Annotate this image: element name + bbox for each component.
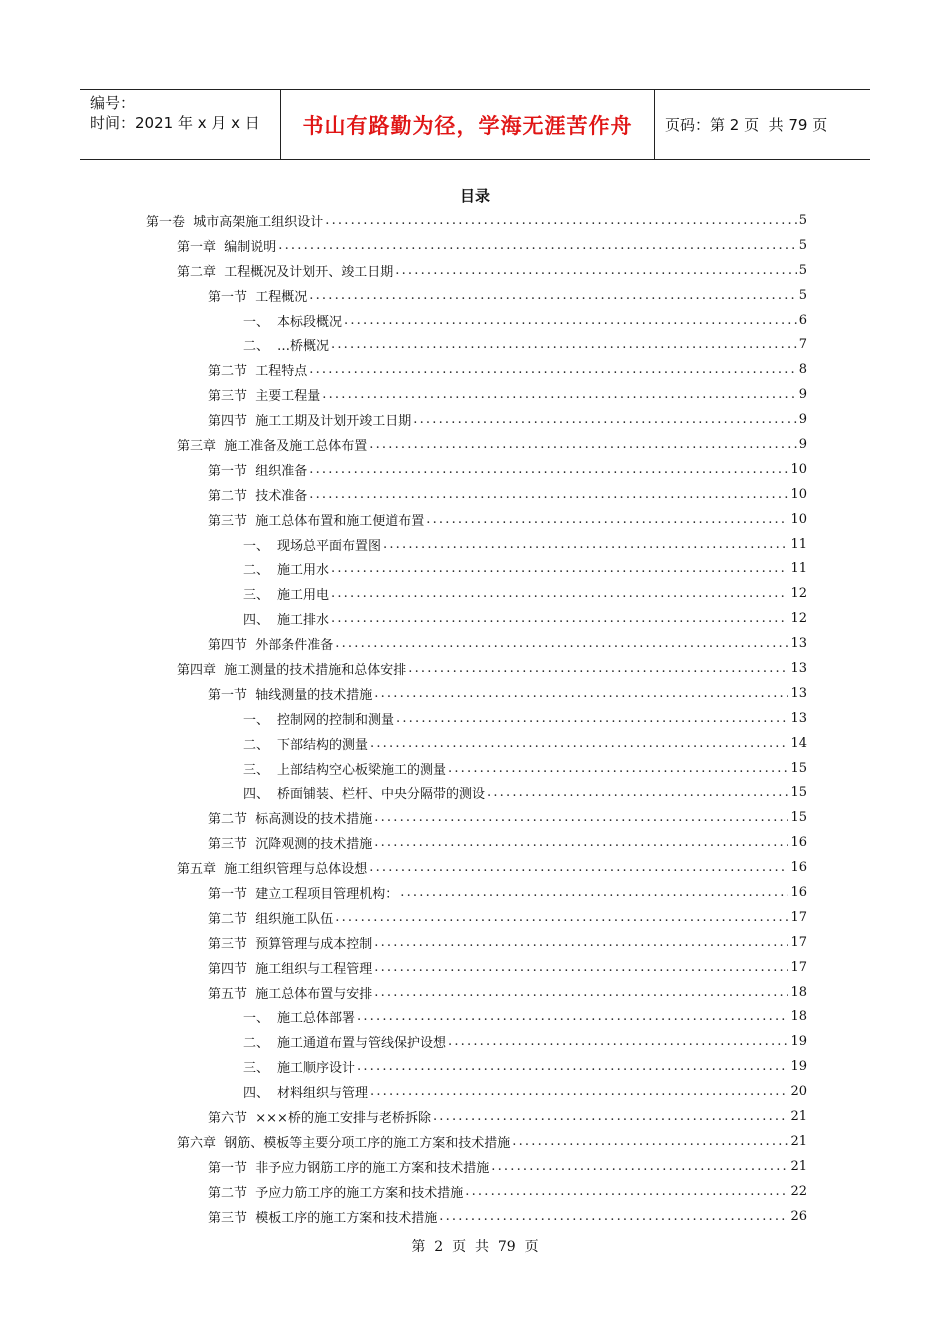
toc-entry-page: 13 [790,685,807,701]
toc-entry-label: 第二节 予应力筋工序的施工方案和技术措施 [208,1185,464,1201]
toc-entry[interactable] [0,731,950,756]
document-date: 时间：2021 年 x 月 x 日 [90,114,260,132]
toc-entry[interactable] [0,930,950,955]
toc-dot-leader [487,785,788,800]
toc-entry-label: 第三节 预算管理与成本控制 [208,936,373,952]
toc-entry-label: 第二节 组织施工队伍 [208,911,334,927]
toc-entry-number: 一、 [243,314,270,330]
toc-entry-label: 第五章 施工组织管理与总体设想 [177,862,368,878]
toc-dot-leader [426,512,788,527]
toc-entry-label: 第一章 编制说明 [177,239,277,255]
toc-entry-page: 22 [790,1183,807,1199]
toc-dot-leader [374,935,788,950]
toc-entry[interactable] [0,1054,950,1079]
toc-entry[interactable] [0,805,950,830]
toc-entry-label: 控制网的控制和测量 [277,712,395,728]
toc-entry[interactable] [0,1154,950,1179]
toc-entry-page: 13 [790,660,807,676]
header-page-info [655,90,870,159]
toc-entry-label: 第一节 非予应力钢筋工序的施工方案和技术措施 [208,1160,490,1176]
toc-dot-leader [448,1034,788,1049]
toc-entry-page: 19 [790,1034,807,1050]
toc-dot-leader [396,711,788,726]
toc-entry-page: 15 [790,810,807,826]
toc-entry-page: 18 [790,984,807,1000]
header-meta [80,90,281,159]
toc-entry[interactable] [0,780,950,805]
toc-entry[interactable] [0,233,950,258]
toc-entry-number: 四、 [243,787,270,803]
toc-entry-label: 第五节 施工总体布置与安排 [208,986,373,1002]
toc-entry-number: 三、 [243,588,270,604]
toc-entry[interactable] [0,1179,950,1204]
toc-entry[interactable] [0,631,950,656]
toc-dot-leader [370,1084,788,1099]
toc-entry-label: 第四章 施工测量的技术措施和总体安排 [177,662,407,678]
toc-entry[interactable] [0,855,950,880]
toc-entry-label: 施工用电 [277,588,330,604]
toc-entry-label: 第一节 建立工程项目管理机构： [208,886,399,902]
toc-entry-label: 施工用水 [277,563,330,579]
toc-entry[interactable] [0,507,950,532]
toc-entry-label: 第三节 模板工序的施工方案和技术措施 [208,1210,438,1226]
toc-entry-number: 二、 [243,339,270,355]
toc-entry[interactable] [0,332,950,357]
toc-entry[interactable] [0,1129,950,1154]
toc-entry-page: 14 [790,735,807,751]
toc-entry-page: 13 [790,710,807,726]
table-of-contents [0,208,950,1229]
toc-entry-label: …桥概况 [277,339,330,355]
toc-entry-label: 第一卷 城市高架施工组织设计 [146,214,324,230]
toc-entry-page: 18 [790,1009,807,1025]
toc-entry-page: 5 [798,212,807,228]
toc-entry-label: 第一节 工程概况 [208,289,308,305]
toc-entry-page: 9 [798,436,807,452]
toc-entry-label: 第二节 标高测设的技术措施 [208,812,373,828]
toc-entry-page: 17 [790,909,807,925]
toc-dot-leader [374,835,788,850]
toc-entry[interactable] [0,308,950,333]
toc-entry[interactable] [0,905,950,930]
toc-entry[interactable] [0,357,950,382]
toc-entry[interactable] [0,1104,950,1129]
toc-entry-label: 施工通道布置与管线保护设想 [277,1036,447,1052]
toc-entry-page: 16 [790,884,807,900]
toc-dot-leader [383,537,788,552]
toc-entry-label: 下部结构的测量 [277,737,369,753]
toc-entry-number: 三、 [243,1061,270,1077]
toc-dot-leader [369,437,796,452]
toc-entry-label: 第四节 外部条件准备 [208,638,334,654]
toc-entry-label: 第四节 施工工期及计划开竣工日期 [208,414,412,430]
toc-entry[interactable] [0,1079,950,1104]
toc-entry-label: 第六节 ×××桥的施工安排与老桥拆除 [208,1111,431,1126]
toc-entry-page: 6 [798,312,807,328]
toc-entry[interactable] [0,880,950,905]
toc-entry-number: 一、 [243,538,270,554]
toc-dot-leader [309,462,788,477]
toc-entry-label: 第三节 施工总体布置和施工便道布置 [208,513,425,529]
toc-title: 目录 [459,187,490,205]
toc-dot-leader [335,636,788,651]
toc-entry-page: 17 [790,959,807,975]
toc-dot-leader [335,910,788,925]
toc-entry[interactable] [0,656,950,681]
toc-entry-label: 第二节 工程特点 [208,364,308,380]
toc-entry-number: 四、 [243,1086,270,1102]
toc-entry-page: 16 [790,860,807,876]
toc-entry-page: 13 [790,636,807,652]
toc-entry-page: 10 [790,511,807,527]
toc-entry-label: 第二章 工程概况及计划开、竣工日期 [177,264,394,280]
toc-entry-label: 第六章 钢筋、模板等主要分项工序的施工方案和技术措施 [177,1135,511,1151]
toc-entry[interactable] [0,955,950,980]
toc-entry[interactable] [0,407,950,432]
toc-dot-leader [465,1184,788,1199]
toc-dot-leader [309,362,796,377]
toc-entry-page: 21 [790,1109,807,1124]
toc-entry-label: 现场总平面布置图 [277,538,382,554]
toc-dot-leader [344,313,797,328]
toc-entry[interactable] [0,482,950,507]
toc-entry-page: 5 [798,237,807,253]
toc-entry[interactable] [0,382,950,407]
toc-entry-page: 10 [790,486,807,502]
toc-entry[interactable] [0,208,950,233]
toc-entry-page: 9 [798,387,807,403]
toc-entry-page: 15 [790,760,807,776]
toc-entry-page: 20 [790,1084,807,1100]
toc-dot-leader [395,263,796,278]
toc-dot-leader [374,985,788,1000]
toc-entry-number: 四、 [243,613,270,629]
toc-dot-leader [309,288,796,303]
toc-dot-leader [278,238,796,253]
toc-entry-label: 施工排水 [277,613,330,629]
toc-entry-page: 12 [790,586,807,602]
toc-entry[interactable] [0,980,950,1005]
toc-dot-leader [309,487,788,502]
toc-entry-page: 9 [798,412,807,428]
toc-entry-number: 三、 [243,762,270,778]
toc-entry[interactable] [0,283,950,308]
toc-dot-leader [408,661,788,676]
toc-dot-leader [331,586,788,601]
toc-entry[interactable] [0,532,950,557]
toc-entry-page: 26 [790,1208,807,1224]
toc-entry-page: 17 [790,934,807,950]
toc-dot-leader [331,337,797,352]
toc-entry[interactable] [0,258,950,283]
page-header [80,89,870,160]
toc-entry-page: 11 [790,561,807,577]
toc-dot-leader [512,1134,788,1149]
toc-entry-number: 二、 [243,1036,270,1052]
toc-dot-leader [369,860,788,875]
toc-entry-page: 7 [798,337,807,353]
toc-dot-leader [491,1159,788,1174]
toc-entry[interactable] [0,830,950,855]
header-motto: 书山有路勤为径，学海无涯苦作舟 [281,90,655,159]
toc-entry-number: 二、 [243,563,270,579]
toc-dot-leader [448,761,788,776]
toc-dot-leader [322,387,796,402]
toc-entry-label: 第一节 轴线测量的技术措施 [208,687,373,703]
toc-entry-label: 材料组织与管理 [277,1086,369,1102]
toc-dot-leader [439,1209,788,1224]
toc-entry-page: 16 [790,835,807,851]
toc-entry-page: 8 [798,362,807,378]
toc-entry-page: 10 [790,461,807,477]
toc-entry-label: 第三节 主要工程量 [208,389,321,405]
toc-entry-label: 第一节 组织准备 [208,463,308,479]
toc-entry-label: 本标段概况 [277,314,343,330]
toc-entry[interactable] [0,1029,950,1054]
toc-entry-page: 21 [790,1158,807,1174]
toc-entry-page: 19 [790,1059,807,1075]
toc-entry-label: 施工总体部署 [277,1011,356,1027]
toc-entry[interactable] [0,1005,950,1030]
toc-dot-leader [331,611,788,626]
toc-dot-leader [413,412,796,427]
document-number-label: 编号： [90,94,136,112]
toc-entry-label: 第三节 沉降观测的技术措施 [208,837,373,853]
toc-entry-label: 施工顺序设计 [277,1061,356,1077]
toc-entry[interactable] [0,581,950,606]
toc-dot-leader [400,885,788,900]
toc-entry[interactable] [0,556,950,581]
toc-entry[interactable] [0,706,950,731]
toc-entry-number: 二、 [243,737,270,753]
toc-dot-leader [433,1109,789,1124]
toc-dot-leader [357,1009,788,1024]
toc-entry[interactable] [0,756,950,781]
toc-entry-page: 11 [790,536,807,552]
toc-dot-leader [331,561,788,576]
toc-entry[interactable] [0,457,950,482]
toc-entry-label: 桥面铺装、栏杆、中央分隔带的测设 [277,787,486,803]
toc-entry-number: 一、 [243,712,270,728]
toc-entry-label: 第四节 施工组织与工程管理 [208,961,373,977]
toc-entry-page: 21 [790,1133,807,1149]
toc-dot-leader [374,810,788,825]
toc-dot-leader [357,1059,788,1074]
toc-entry[interactable] [0,606,950,631]
toc-dot-leader [374,686,788,701]
toc-entry-page: 5 [798,287,807,303]
toc-dot-leader [370,736,788,751]
toc-entry[interactable] [0,432,950,457]
toc-entry-page: 5 [798,262,807,278]
toc-entry-label: 第三章 施工准备及施工总体布置 [177,438,368,454]
toc-entry-number: 一、 [243,1011,270,1027]
toc-entry[interactable] [0,1204,950,1229]
toc-entry[interactable] [0,681,950,706]
toc-dot-leader [374,960,788,975]
toc-entry-label: 上部结构空心板梁施工的测量 [277,762,447,778]
toc-entry-page: 12 [790,611,807,627]
toc-entry-page: 15 [790,785,807,801]
toc-entry-label: 第二节 技术准备 [208,488,308,504]
page-footer: 第 2 页 共 79 页 [411,1239,539,1255]
header-page-text: 页码：第 2 页 共 79 页 [665,116,828,134]
toc-dot-leader [325,213,796,228]
